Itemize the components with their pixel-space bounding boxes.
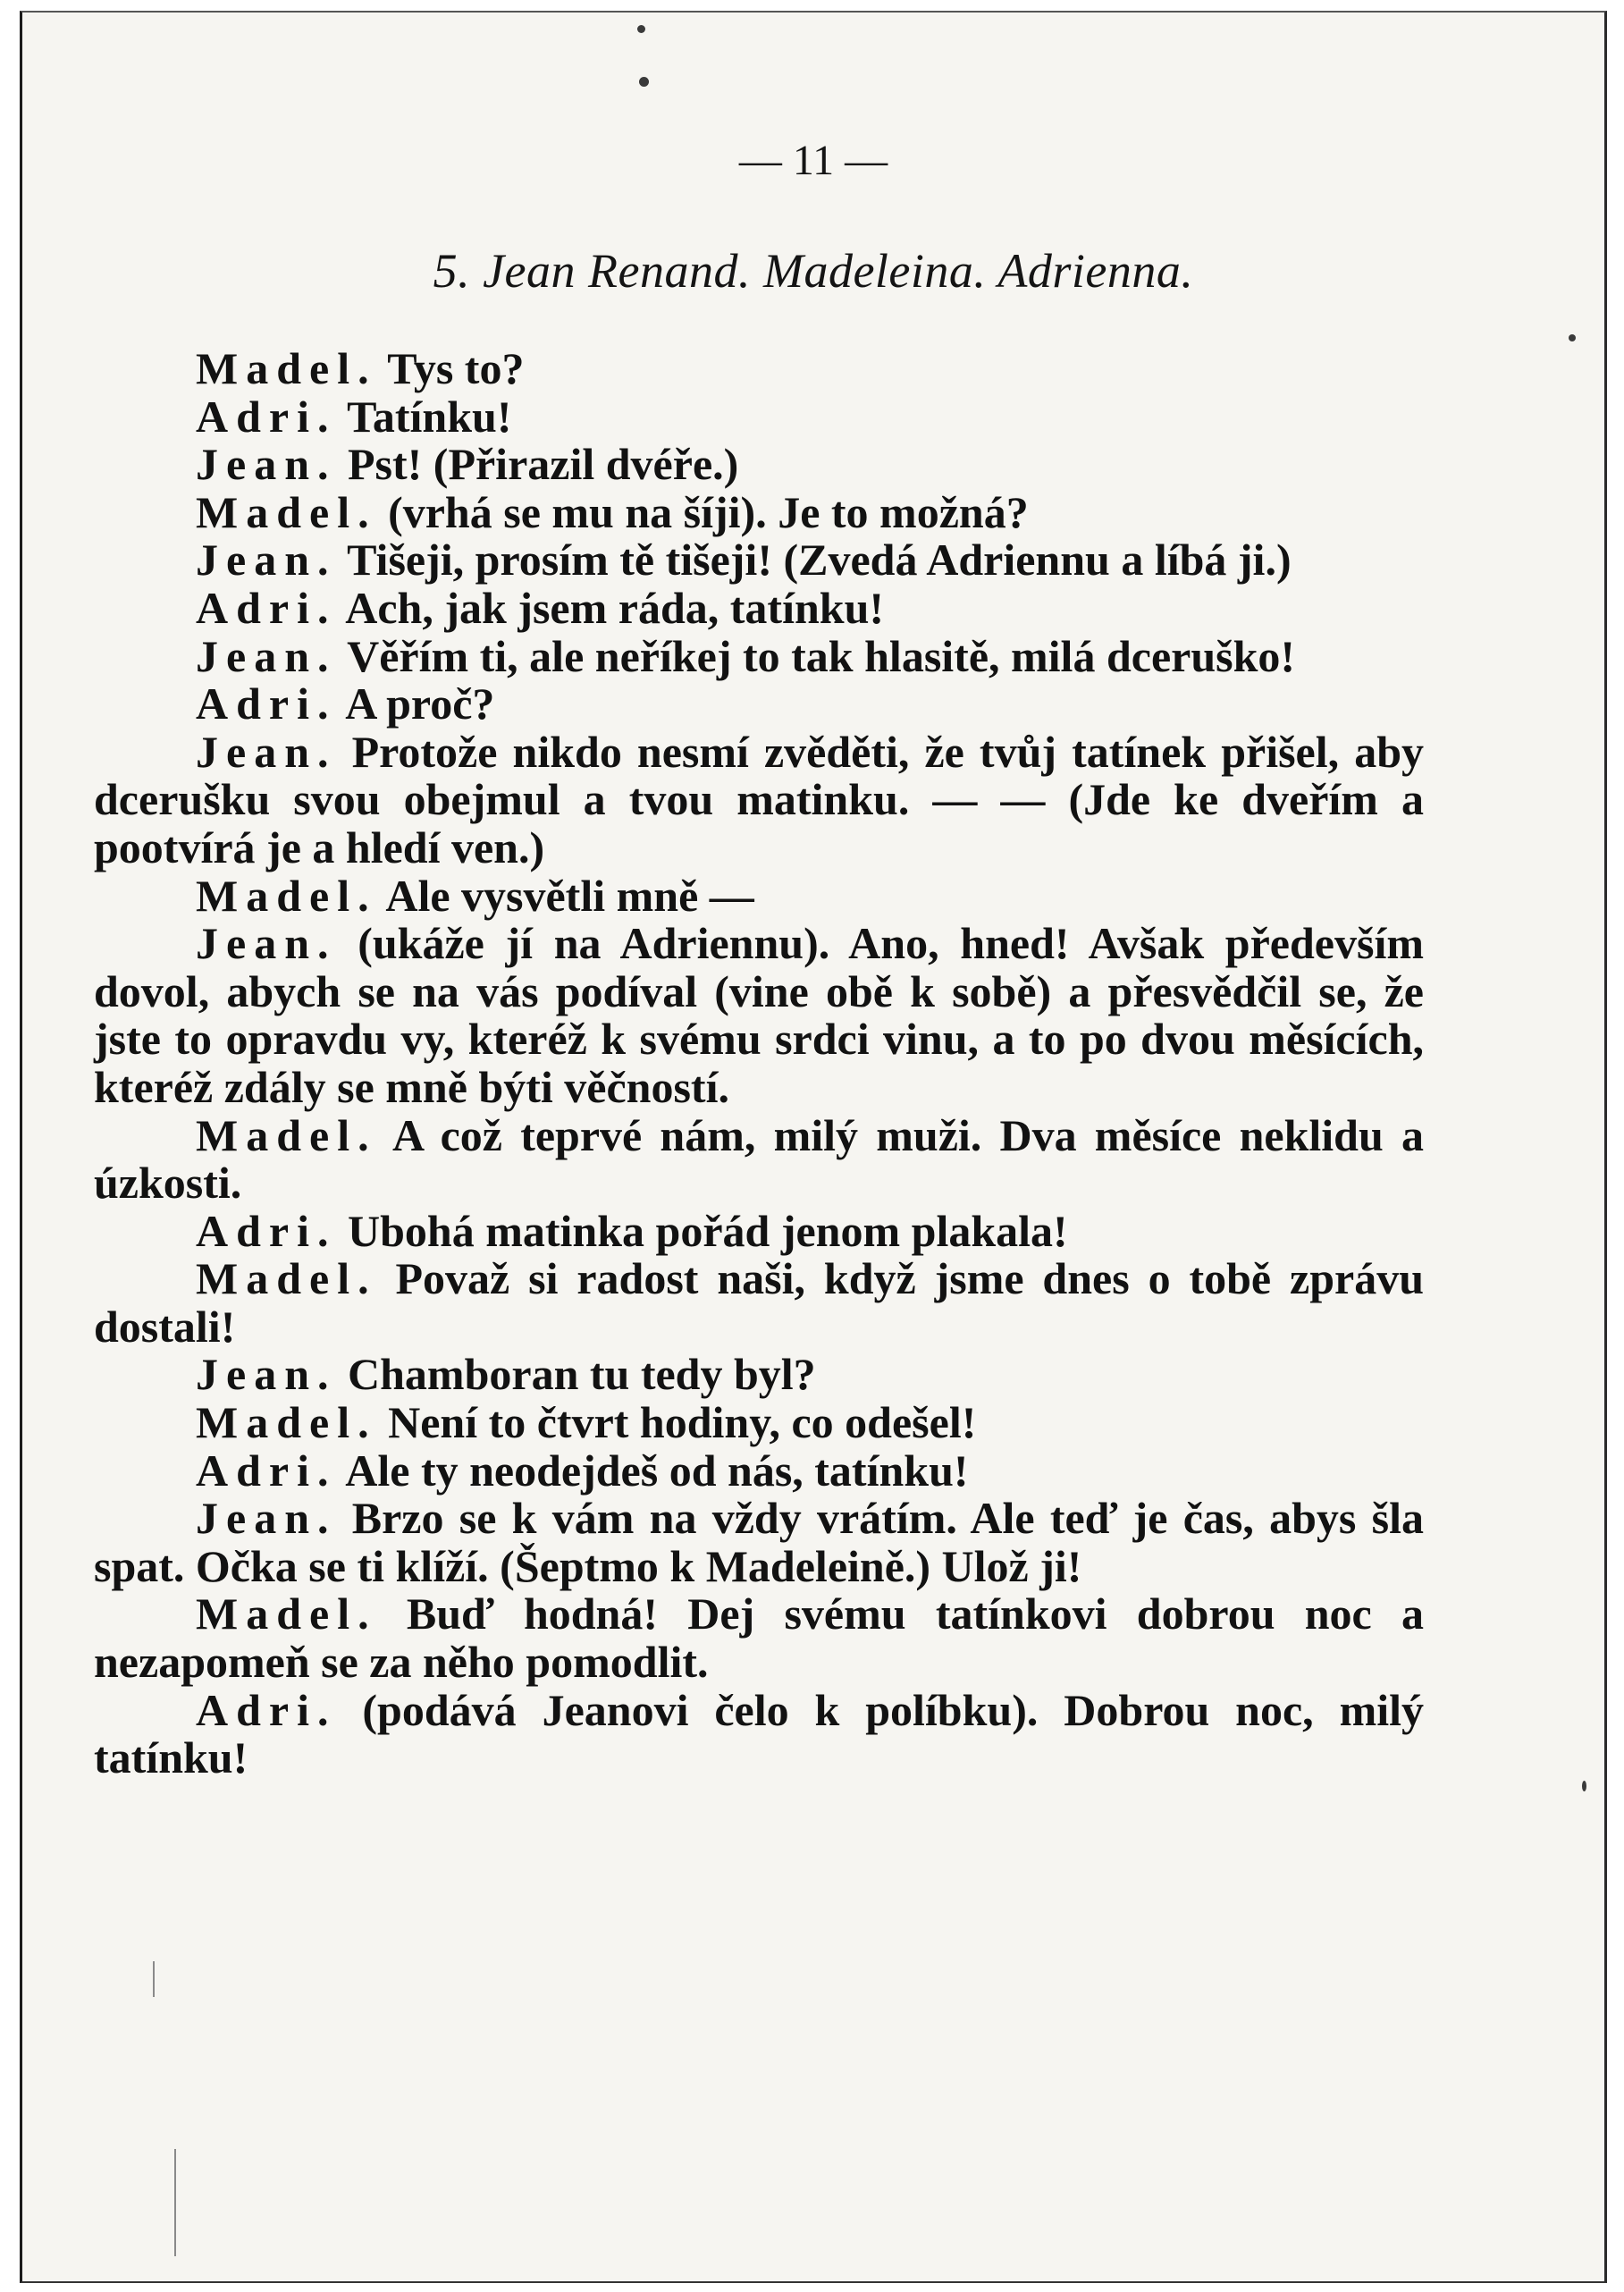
- speech-text: Chamboran tu tedy byl?: [348, 1349, 816, 1400]
- speaker-name: Madel.: [196, 1397, 377, 1448]
- speaker-name: Jean.: [196, 1349, 337, 1400]
- speaker-name: Adri.: [196, 1684, 337, 1735]
- speaker-name: Jean.: [196, 726, 337, 777]
- speaker-name: Adri.: [196, 1205, 337, 1256]
- dialogue-line: [94, 1399, 1424, 1447]
- speaker-name: Adri.: [196, 582, 337, 633]
- speech-text: Ubohá matinka pořád jenom plakala!: [348, 1205, 1068, 1256]
- speaker-name: Jean.: [196, 535, 337, 586]
- scan-line: [153, 1961, 155, 1997]
- dialogue-line: [94, 582, 1424, 633]
- scan-speck: [1582, 1781, 1586, 1791]
- speaker-name: Madel.: [196, 870, 377, 921]
- scan-speck: [639, 77, 649, 87]
- dialogue-line: [94, 920, 1424, 1111]
- scan-speck: [1569, 334, 1576, 341]
- speaker-name: Jean.: [196, 1493, 337, 1544]
- dialogue-line: [94, 345, 1424, 393]
- speech-text: Pst! (Přirazil dvéře.): [348, 439, 739, 490]
- speaker-name: Madel.: [196, 486, 377, 537]
- dialogue-line: [94, 630, 1424, 681]
- dialogue-line: [94, 536, 1424, 585]
- speech-text: A což teprvé nám, milý muži. Dva měsíce neklidu a úzkosti.: [94, 1109, 1424, 1209]
- speech-text: Ale ty neodejdeš od nás, tatínku!: [345, 1445, 969, 1496]
- scan-line: [174, 2149, 176, 2256]
- dialogue-line: [94, 1351, 1424, 1399]
- dialogue-line: [94, 1447, 1424, 1496]
- dialogue-body: [94, 345, 1424, 1782]
- speech-text: Ach, jak jsem ráda, tatínku!: [345, 582, 885, 633]
- speech-text: Tys to?: [387, 343, 525, 393]
- speech-text: (vrhá se mu na šíji). Je to možná?: [388, 486, 1029, 537]
- dialogue-line: [94, 486, 1424, 537]
- speaker-name: Jean.: [196, 630, 337, 681]
- dialogue-line: [94, 872, 1424, 921]
- scan-speck: [637, 25, 645, 33]
- speech-text: Buď hodná! Dej svému tatínkovi dobrou noc a nezapomeň se za něho pomodlit.: [94, 1588, 1425, 1688]
- speaker-name: Adri.: [196, 678, 337, 729]
- dialogue-line: [94, 1109, 1424, 1209]
- speech-text: Ale vysvětli mně —: [385, 870, 754, 921]
- dialogue-line: [94, 680, 1424, 729]
- speech-text: Považ si radost naši, když jsme dnes o tobě zprávu dostali!: [94, 1253, 1424, 1352]
- speech-text: Tatínku!: [347, 391, 512, 442]
- speech-text: Není to čtvrt hodiny, co odešel!: [388, 1397, 977, 1448]
- speaker-name: Jean.: [196, 918, 337, 969]
- dialogue-line: [94, 726, 1425, 872]
- speaker-name: Jean.: [196, 439, 337, 490]
- speech-text: Brzo se k vám na vždy vrátím. Ale teď je čas, abys šla spat. Očka se ti klíží. (Šeptmo k Madeleině.) Ulož ji!: [94, 1493, 1424, 1591]
- speech-text: Protože nikdo nesmí zvěděti, že tvůj tatínek přišel, aby dcerušku svou obejmul a tvou matinku. — — (Jde ke dveřím a pootvírá je a hledí ven.): [94, 726, 1425, 872]
- speaker-name: Madel.: [196, 1253, 377, 1304]
- speaker-name: Madel.: [196, 343, 377, 393]
- page-number: — 11 —: [738, 137, 888, 184]
- dialogue-line: [94, 1205, 1424, 1256]
- speaker-name: Madel.: [196, 1109, 377, 1160]
- speech-text: (podává Jeanovi čelo k políbku). Dobrou noc, milý tatínku!: [94, 1684, 1425, 1783]
- speech-text: A proč?: [345, 678, 495, 729]
- dialogue-line: [94, 1684, 1425, 1783]
- dialogue-line: [94, 1495, 1424, 1590]
- dialogue-line: [94, 393, 1424, 442]
- speaker-name: Madel.: [196, 1588, 377, 1639]
- dialogue-line: [94, 1590, 1424, 1686]
- dialogue-line: [94, 1255, 1424, 1351]
- speech-text: Věřím ti, ale neříkej to tak hlasitě, milá dceruško!: [347, 630, 1296, 681]
- speaker-name: Adri.: [196, 391, 337, 442]
- speech-text: (ukáže jí na Adriennu). Ano, hned! Avšak především dovol, abych se na vás podíval (vine obě k sobě) a přesvědčil se, že jste to opravdu vy, kteréž k svému srdci vinu, a to po dvou měsících, kteréž zdály se mně býti věčností.: [94, 918, 1424, 1112]
- scene-heading: 5. Jean Renand. Madeleina. Adrienna.: [433, 244, 1194, 298]
- dialogue-line: [94, 441, 1424, 489]
- speaker-name: Adri.: [196, 1445, 337, 1496]
- speech-text: Tišeji, prosím tě tišeji! (Zvedá Adriennu a líbá ji.): [347, 535, 1292, 586]
- book-page: [20, 11, 1607, 2283]
